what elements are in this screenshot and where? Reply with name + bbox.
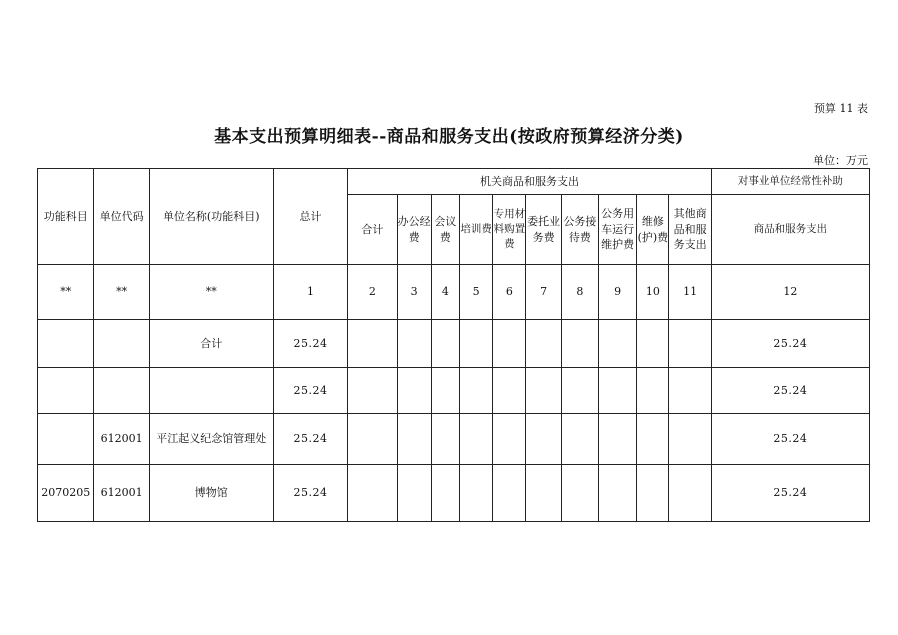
row-unit-name [149,368,273,414]
header-sub-1: 合计 [348,195,397,265]
row-unit-code [94,320,149,368]
row-total: 25.24 [273,368,348,414]
header-sub-9: 维修(护)费 [637,195,669,265]
index-cell: ** [94,265,149,320]
row-total: 25.24 [273,320,348,368]
index-cell: 12 [711,265,869,320]
header-sub-2: 办公经费 [397,195,431,265]
row-func-code [38,368,94,414]
row-subsidy: 25.24 [711,465,869,522]
index-cell: 4 [431,265,459,320]
row-subsidy: 25.24 [711,368,869,414]
row-subsidy: 25.24 [711,320,869,368]
index-cell: 9 [598,265,636,320]
row-func-code: 2070205 [38,465,94,522]
row-unit-name: 合计 [149,320,273,368]
header-row-1 [38,169,870,195]
row-unit-code: 612001 [94,465,149,522]
index-cell: 1 [273,265,348,320]
table-row [38,320,870,368]
row-total: 25.24 [273,414,348,465]
header-sub-6: 委托业务费 [526,195,561,265]
header-sub-7: 公务接待费 [561,195,598,265]
header-unit-code: 单位代码 [94,169,149,265]
index-row [38,265,870,320]
unit-label: 单位：万元 [813,154,868,167]
header-subsidy-sub: 商品和服务支出 [711,195,869,265]
table-row [38,465,870,522]
row-subsidy: 25.24 [711,414,869,465]
table-row [38,414,870,465]
index-cell: 11 [669,265,711,320]
form-number: 预算 11 表 [814,102,868,115]
header-gov-group: 机关商品和服务支出 [348,169,712,195]
table-row [38,368,870,414]
header-sub-10: 其他商品和服务支出 [669,195,711,265]
index-cell: ** [38,265,94,320]
header-total: 总计 [273,169,348,265]
header-sub-5: 专用材料购置费 [493,195,526,265]
index-cell: 8 [561,265,598,320]
index-cell: 7 [526,265,561,320]
row-func-code [38,320,94,368]
row-unit-code [94,368,149,414]
row-unit-code: 612001 [94,414,149,465]
index-cell: ** [149,265,273,320]
header-sub-8: 公务用车运行维护费 [598,195,636,265]
header-subsidy-group: 对事业单位经常性补助 [711,169,869,195]
index-cell: 2 [348,265,397,320]
header-unit-name: 单位名称(功能科目) [149,169,273,265]
index-cell: 3 [397,265,431,320]
header-sub-4: 培训费 [460,195,493,265]
row-total: 25.24 [273,465,348,522]
index-cell: 6 [493,265,526,320]
header-func-code: 功能科目 [38,169,94,265]
page-title: 基本支出预算明细表--商品和服务支出(按政府预算经济分类) [214,127,684,147]
row-func-code [38,414,94,465]
row-unit-name: 博物馆 [149,465,273,522]
index-cell: 10 [637,265,669,320]
index-cell: 5 [460,265,493,320]
row-unit-name: 平江起义纪念馆管理处 [149,414,273,465]
header-sub-3: 会议费 [431,195,459,265]
budget-table [37,168,870,522]
